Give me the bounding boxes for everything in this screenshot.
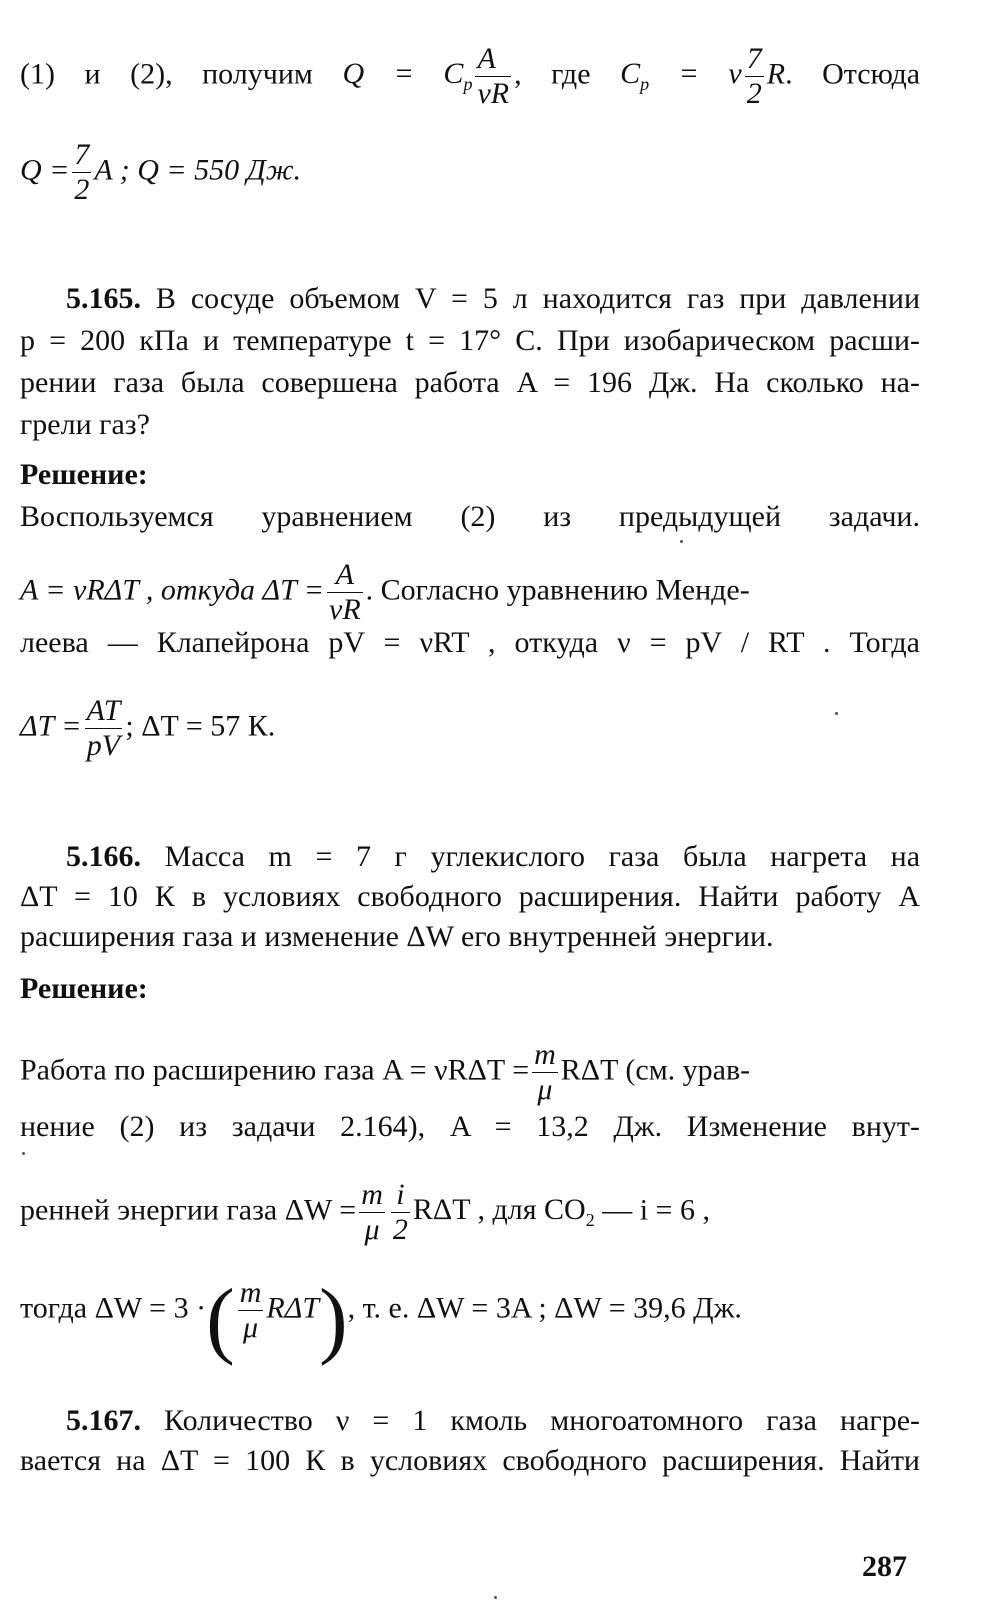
prev-solution-line-1: (1) и (2), получим $Q = C_p$ $\frac{A}{\nu R}$ , где $C_p = \nu$ $\frac{7}{2}$ R. Отсюда bbox=[20, 42, 921, 110]
fraction: $\frac{A}{\nu R}$ bbox=[477, 42, 510, 110]
solution-5-165-line-2: A = νRΔT , откуда ΔT = $\frac{A}{\nu R}$ . Согласно уравнению Менде- bbox=[20, 558, 750, 626]
solution-5-165-line-4: ΔT = $\frac{AT}{pV}$ ; ΔT = 57 К. bbox=[20, 694, 276, 762]
solution-heading: Решение: bbox=[20, 972, 148, 1005]
page-number: 287 bbox=[862, 1550, 907, 1583]
problem-5-165-line-3: рении газа была совершена работа A = 196 Дж. На сколько на- bbox=[20, 366, 920, 399]
problem-5-165-line-4: грели газ? bbox=[20, 408, 150, 441]
fraction: $\frac{7}{2}$ bbox=[74, 138, 90, 206]
problem-5-165-line-2: p = 200 кПа и температуре t = 17° C. При изобарическом расши- bbox=[20, 324, 920, 357]
solution-heading: Решение: bbox=[20, 458, 148, 491]
solution-5-166-line-3: ренней энергии газа ΔW = $\frac{m}{\mu}$ $\frac{i}{2}$ RΔT , для $CO_2$ — i = 6 , bbox=[20, 1178, 710, 1246]
fraction: $\frac{m}{\mu}$ bbox=[361, 1178, 383, 1246]
problem-number: 5.165. bbox=[66, 282, 141, 315]
solution-5-166-line-4: тогда ΔW = 3 ·( $\frac{m}{\mu}$ RΔT), т. е. ΔW = 3A ; ΔW = 39,6 Дж. bbox=[20, 1270, 742, 1367]
solution-5-165-line-3: леева — Клапейрона pV = νRT , откуда ν = pV / RT . Тогда bbox=[20, 626, 920, 659]
problem-5-166-line-2: ΔT = 10 К в условиях свободного расширения. Найти работу A bbox=[20, 880, 920, 913]
solution-5-166-line-2: нение (2) из задачи 2.164), A = 13,2 Дж. Изменение внут- bbox=[20, 1110, 920, 1143]
fraction: $\frac{m}{\mu}$ bbox=[534, 1038, 556, 1106]
fraction: $\frac{7}{2}$ bbox=[746, 42, 762, 110]
fraction: $\frac{i}{2}$ bbox=[392, 1178, 408, 1246]
prev-solution-line-2: Q = $\frac{7}{2}$ A ; Q = 550 Дж. bbox=[20, 138, 302, 206]
problem-5-167-line-2: вается на ΔT = 100 К в условиях свободного расширения. Найти bbox=[20, 1444, 920, 1477]
fraction: $\frac{AT}{pV}$ bbox=[86, 694, 121, 762]
fraction: $\frac{m}{\mu}$ bbox=[239, 1276, 262, 1344]
solution-5-165-line-1: Воспользуемся уравнением (2) из предыдущей задачи. bbox=[20, 500, 920, 533]
problem-5-166-line-3: расширения газа и изменение ΔW его внутренней энергии. bbox=[20, 920, 774, 953]
problem-5-165-line-1: 5.165. В сосуде объемом V = 5 л находится газ при давлении bbox=[66, 282, 920, 315]
scan-speck bbox=[22, 1152, 25, 1155]
solution-5-166-line-1: Работа по расширению газа A = νRΔT = $\frac{m}{\mu}$ RΔT (см. урав- bbox=[20, 1038, 751, 1106]
problem-number: 5.166. bbox=[66, 840, 141, 873]
problem-5-167-line-1: 5.167. Количество ν = 1 кмоль многоатомного газа нагре- bbox=[66, 1404, 920, 1437]
fraction: $\frac{A}{\nu R}$ bbox=[329, 558, 361, 626]
problem-5-166-line-1: 5.166. Масса m = 7 г углекислого газа была нагрета на bbox=[66, 840, 921, 873]
scan-speck bbox=[835, 712, 838, 715]
problem-number: 5.167. bbox=[66, 1404, 141, 1437]
scan-speck bbox=[494, 1596, 497, 1599]
scan-speck bbox=[680, 540, 683, 543]
